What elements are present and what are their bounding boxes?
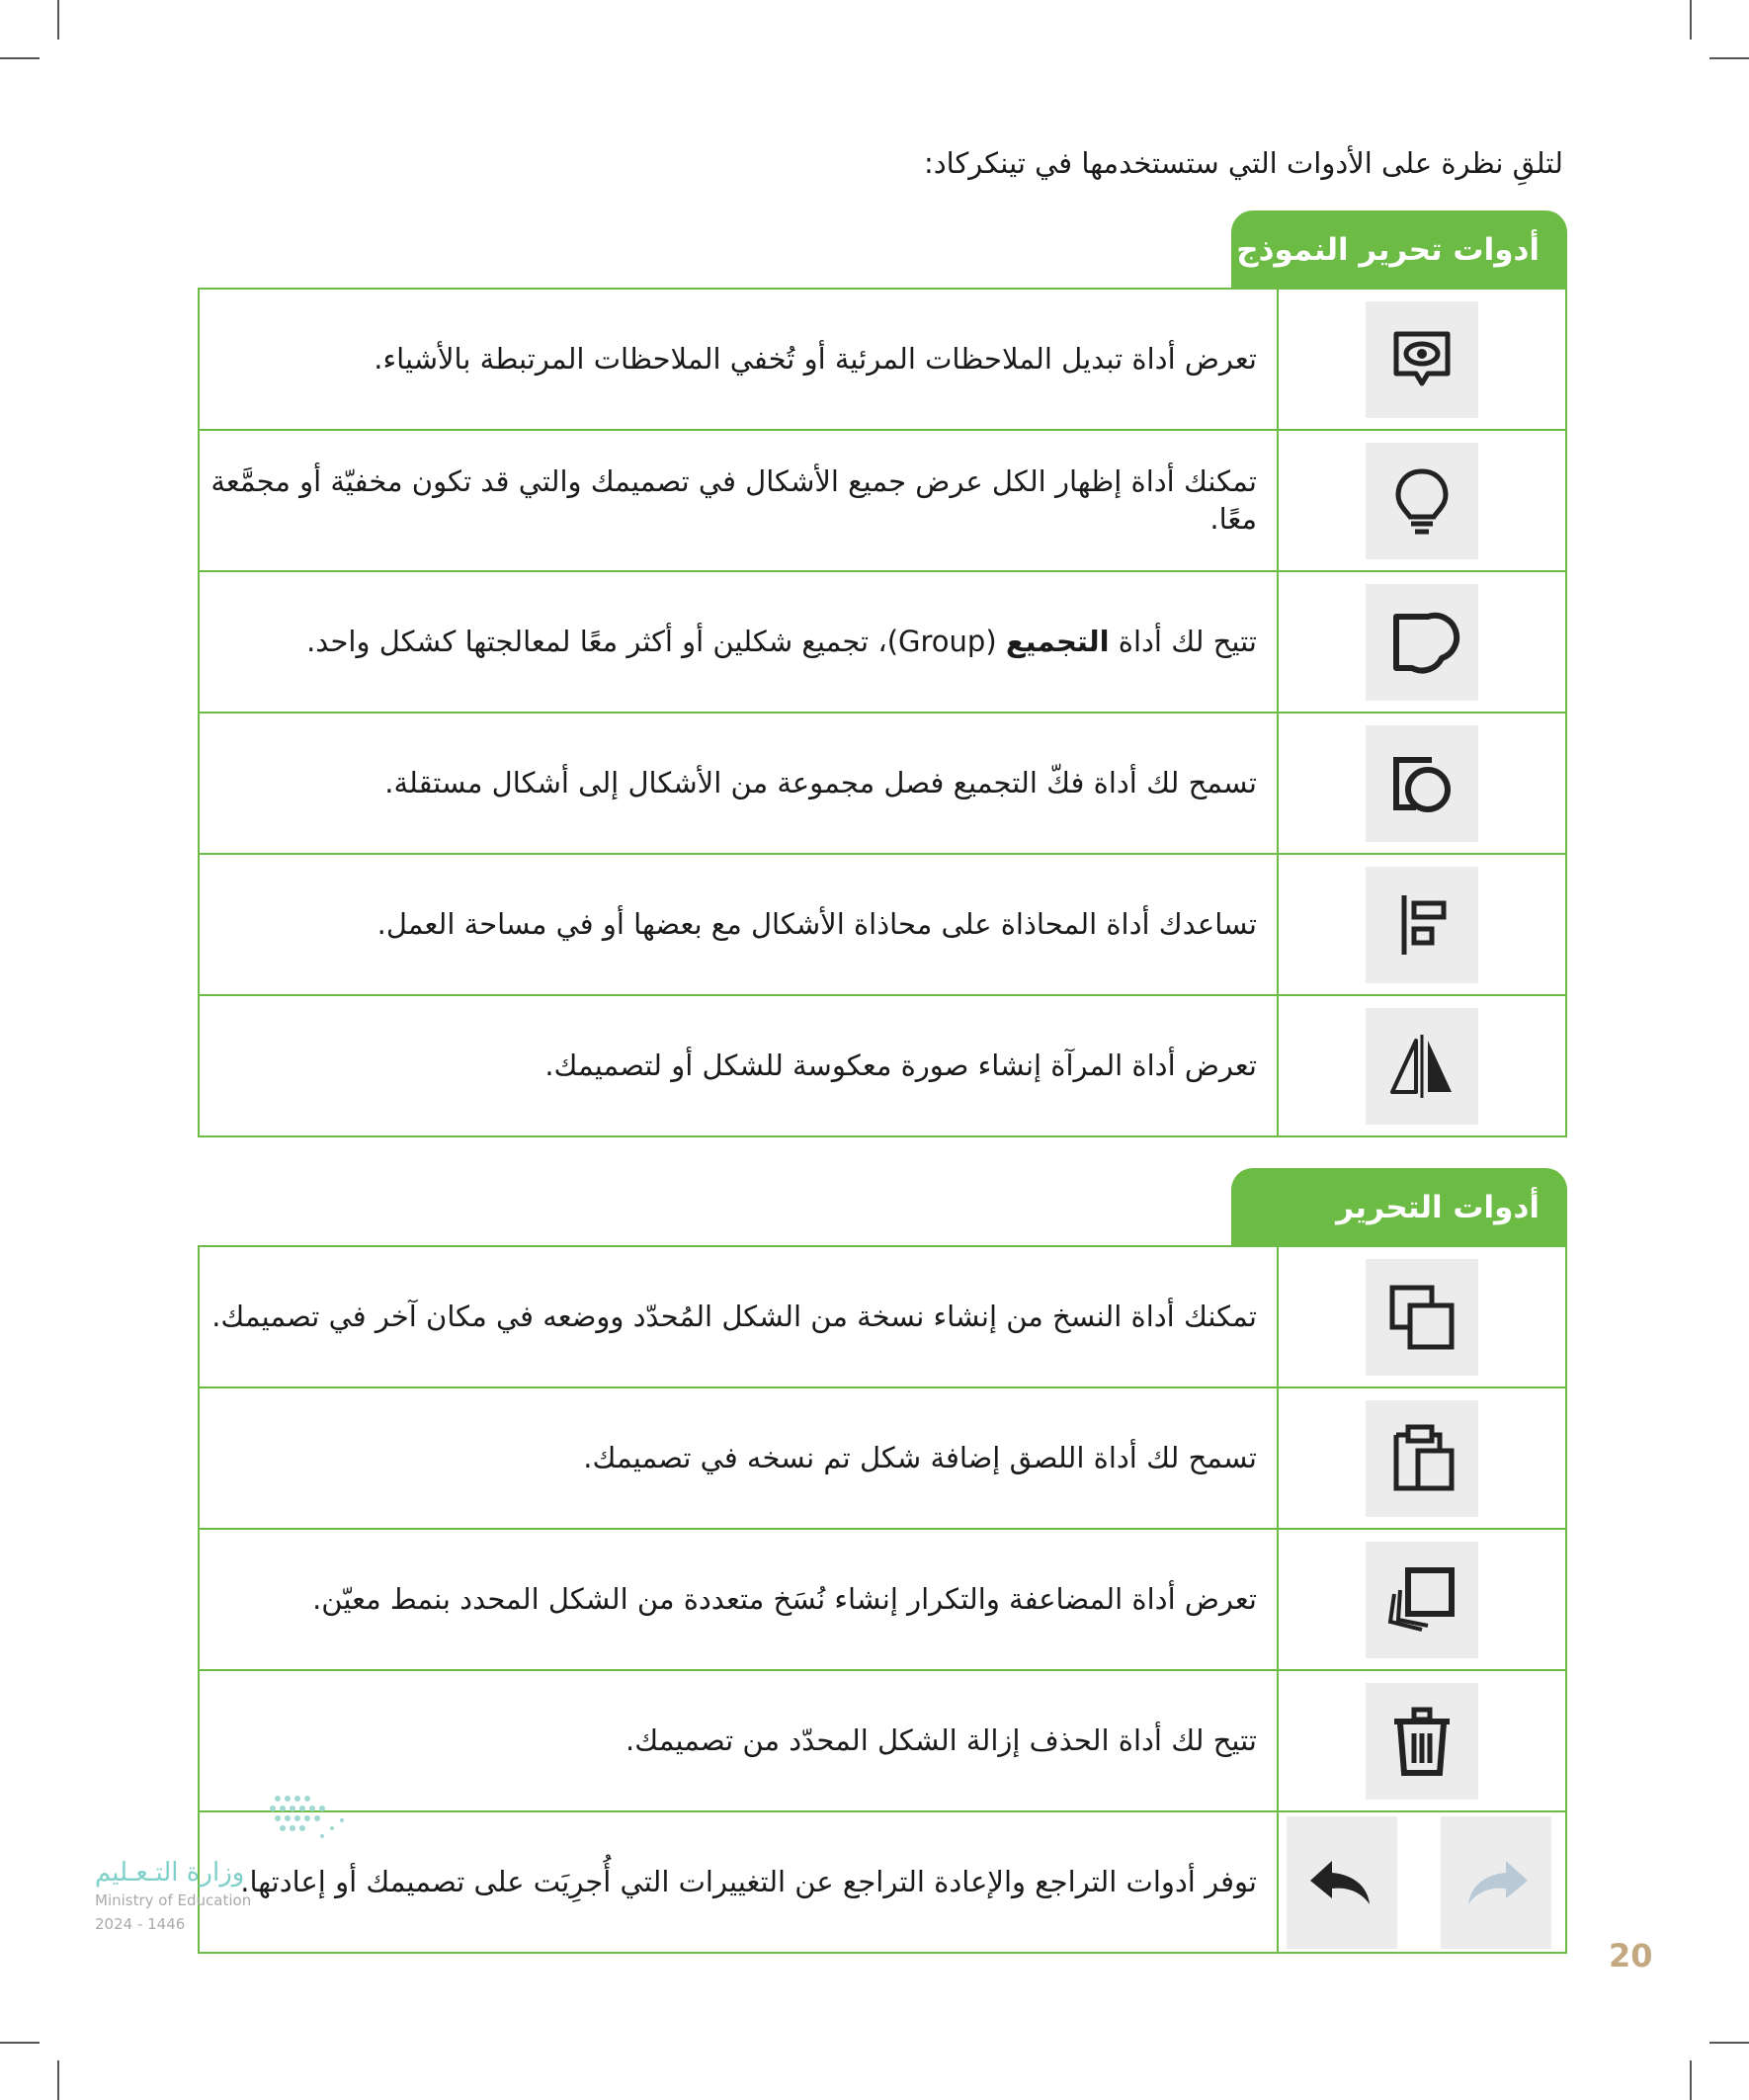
model-tools-title: أدوات تحرير النموذج [1231, 210, 1567, 290]
dots-logo-icon [184, 1789, 352, 1858]
redo-icon [1441, 1816, 1551, 1949]
crop-mark [1709, 2042, 1749, 2044]
crop-mark [1690, 0, 1692, 40]
ministry-name-english: Ministry of Education [95, 1891, 252, 1909]
table-row [199, 289, 1566, 430]
edit-tools-title: أدوات التحرير [1231, 1168, 1567, 1247]
notes-toggle-icon [1366, 301, 1478, 418]
table-row [199, 1670, 1566, 1811]
row-description: تمكنك أداة إظهار الكل عرض جميع الأشكال في تصميمك والتي قد تكون مخفيّة أو مجمَّعة معًا. [199, 430, 1278, 571]
crop-mark [0, 2042, 40, 2044]
paste-icon [1366, 1400, 1478, 1517]
edit-tools-table [198, 1245, 1567, 1954]
crop-mark [1690, 2060, 1692, 2100]
table-row [199, 430, 1566, 571]
crop-mark [1709, 57, 1749, 59]
row-description: تتيح لك أداة الحذف إزالة الشكل المحدّد من تصميمك. [199, 1670, 1278, 1811]
crop-mark [57, 0, 59, 40]
crop-mark [57, 2060, 59, 2100]
duplicate-icon [1366, 1542, 1478, 1658]
crop-mark [0, 57, 40, 59]
row-description: تعرض أداة المرآة إنشاء صورة معكوسة للشكل أو لتصميمك. [199, 995, 1278, 1136]
undo-icon [1287, 1816, 1397, 1949]
ministry-logo [95, 1858, 302, 1933]
row-description: تتيح لك أداة التجميع (Group)، تجميع شكلين أو أكثر معًا لمعالجتها كشكل واحد. [199, 571, 1278, 713]
row-description: توفر أدوات التراجع والإعادة التراجع عن التغييرات التي أُجرِيَت على تصميمك أو إعادتها. [199, 1811, 1278, 1953]
ungroup-icon [1366, 725, 1478, 842]
model-tools-table [198, 288, 1567, 1137]
trash-icon [1366, 1683, 1478, 1800]
edition-year: 2024 - 1446 [95, 1915, 186, 1933]
row-description: تسمح لك أداة اللصق إضافة شكل تم نسخه في تصميمك. [199, 1387, 1278, 1529]
row-description: تمكنك أداة النسخ من إنشاء نسخة من الشكل المُحدّد ووضعه في مكان آخر في تصميمك. [199, 1246, 1278, 1387]
table-row [199, 1246, 1566, 1387]
row-description: تعرض أداة المضاعفة والتكرار إنشاء نُسَخ متعددة من الشكل المحدد بنمط معيّن. [199, 1529, 1278, 1670]
table-row [199, 1387, 1566, 1529]
page-number: 20 [1609, 1937, 1653, 1974]
group-icon [1366, 584, 1478, 701]
intro-text: لتلقِ نظرة على الأدوات التي ستستخدمها في تينكركاد: [923, 146, 1563, 180]
ministry-name-arabic: وزارة التـعـليم [95, 1858, 245, 1888]
copy-icon [1366, 1259, 1478, 1376]
row-description: تعرض أداة تبديل الملاحظات المرئية أو تُخفي الملاحظات المرتبطة بالأشياء. [199, 289, 1278, 430]
table-row [199, 571, 1566, 713]
mirror-icon [1366, 1008, 1478, 1125]
table-row [199, 995, 1566, 1136]
row-description: تساعدك أداة المحاذاة على محاذاة الأشكال مع بعضها أو في مساحة العمل. [199, 854, 1278, 995]
table-row [199, 854, 1566, 995]
show-all-bulb-icon [1366, 443, 1478, 559]
align-icon [1366, 867, 1478, 983]
table-row [199, 1811, 1566, 1953]
table-row [199, 1529, 1566, 1670]
table-row [199, 713, 1566, 854]
row-description: تسمح لك أداة فكّ التجميع فصل مجموعة من الأشكال إلى أشكال مستقلة. [199, 713, 1278, 854]
